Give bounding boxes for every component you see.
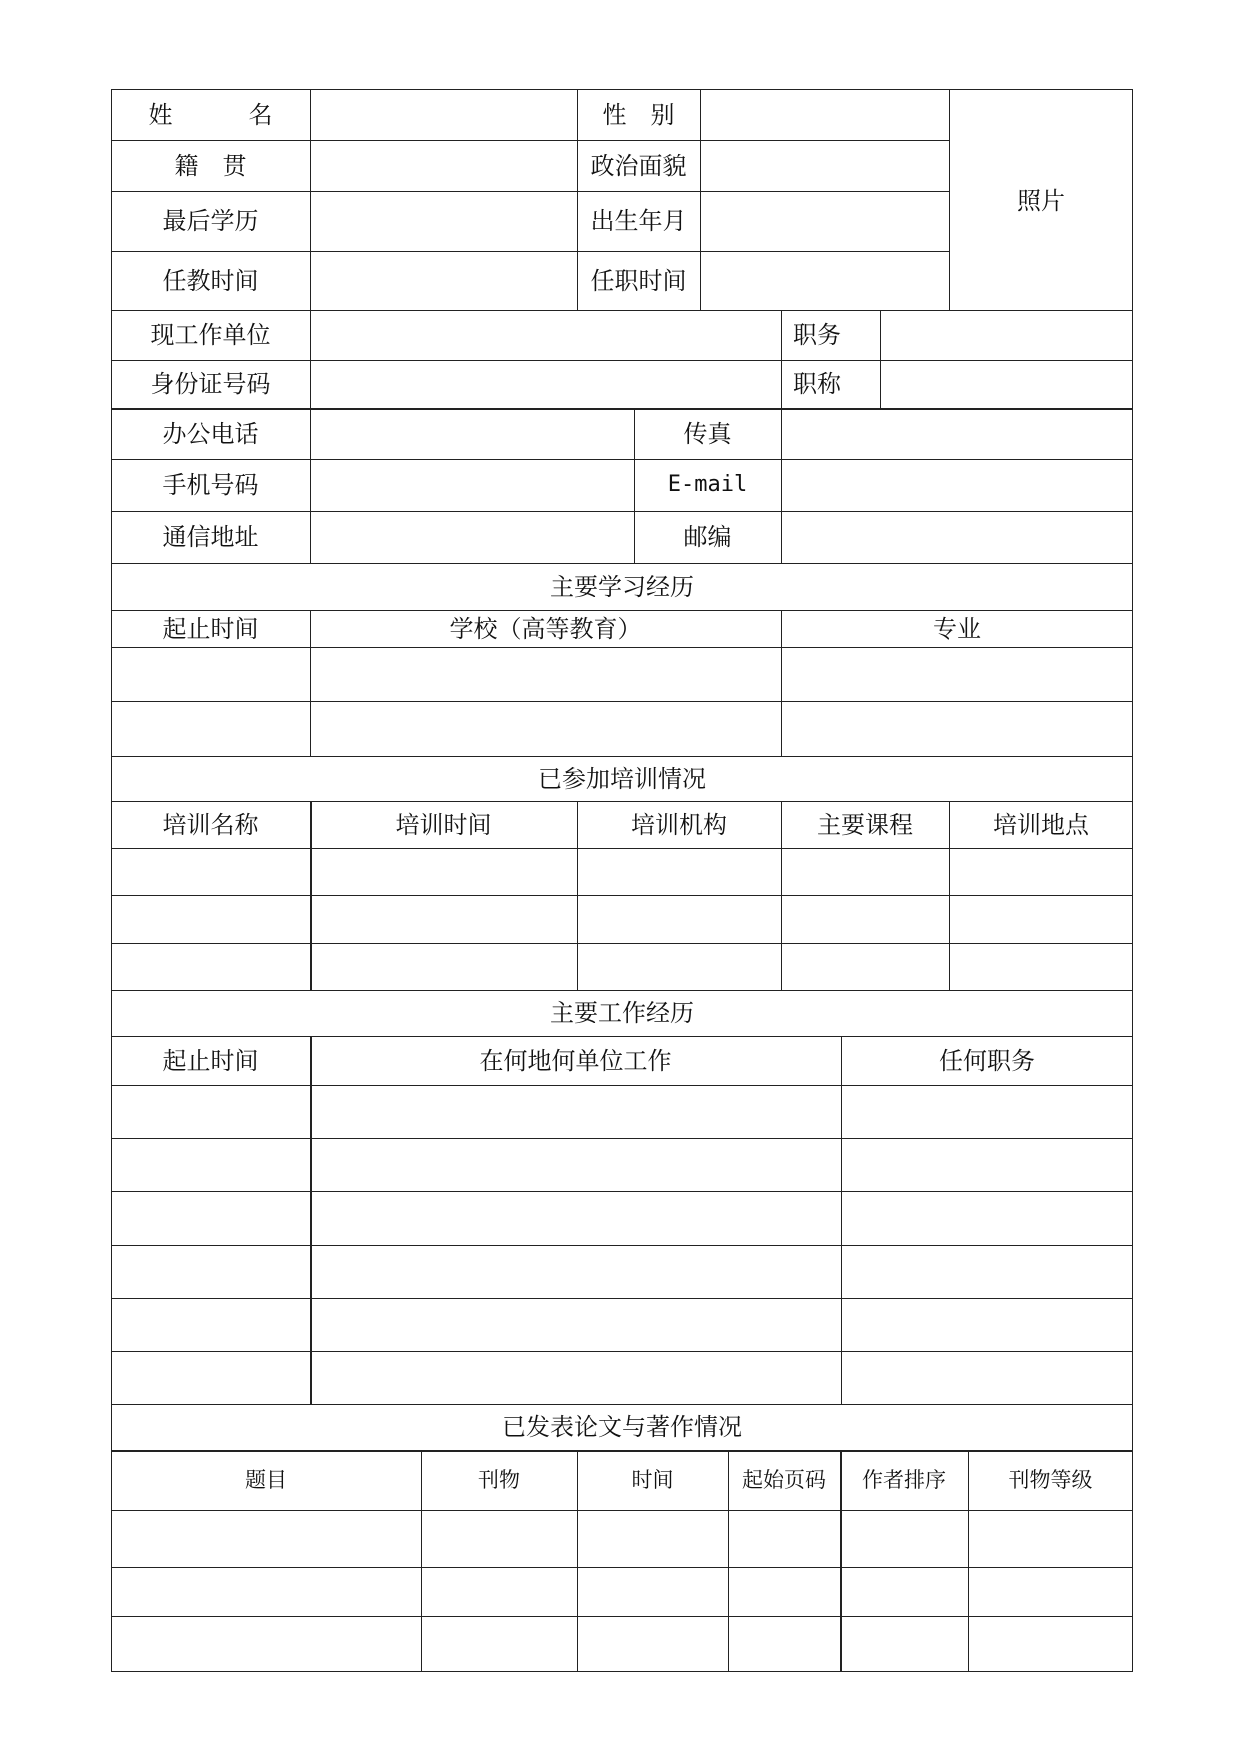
papers-row-1[interactable] <box>111 1510 1133 1567</box>
email-field[interactable] <box>782 459 1133 511</box>
name-label: 姓 名 <box>148 100 299 129</box>
papers-header-author-order: 作者排序 <box>862 1467 946 1492</box>
study-row-2[interactable] <box>111 701 1133 756</box>
work-header-unit: 在何地何单位工作 <box>479 1046 672 1075</box>
gender-label: 性 别 <box>602 100 675 129</box>
training-row-2[interactable] <box>111 895 1133 943</box>
study-header-major: 专业 <box>933 614 981 643</box>
study-section-title: 主要学习经历 <box>550 572 694 601</box>
mobile-label: 手机号码 <box>162 471 259 499</box>
office-phone-label: 办公电话 <box>162 419 259 448</box>
education-label: 最后学历 <box>162 207 259 235</box>
professional-title-label: 职称 <box>793 370 841 398</box>
papers-header-journal: 刊物 <box>478 1467 520 1492</box>
address-field[interactable] <box>311 511 634 563</box>
papers-section-title: 已发表论文与著作情况 <box>502 1413 742 1441</box>
fax-field[interactable] <box>782 408 1133 459</box>
email-label: E-mail <box>667 472 748 497</box>
training-header-courses: 主要课程 <box>817 810 913 839</box>
work-row-5[interactable] <box>111 1298 1133 1351</box>
name-field[interactable] <box>311 89 577 140</box>
teaching-time-label: 任教时间 <box>162 266 259 295</box>
work-row-4[interactable] <box>111 1245 1133 1298</box>
work-unit-field[interactable] <box>311 310 781 360</box>
work-unit-label: 现工作单位 <box>150 321 271 349</box>
study-header-school: 学校（高等教育） <box>449 614 642 643</box>
duty-label: 职务 <box>793 321 841 349</box>
education-field[interactable] <box>311 191 577 251</box>
fax-label: 传真 <box>683 419 732 448</box>
work-row-2[interactable] <box>111 1138 1133 1191</box>
work-row-1[interactable] <box>111 1085 1133 1138</box>
native-place-label: 籍 贯 <box>174 151 247 180</box>
papers-header-title: 题目 <box>245 1467 287 1492</box>
training-header-institution: 培训机构 <box>631 810 727 839</box>
work-header-position: 任何职务 <box>939 1046 1035 1075</box>
papers-header-pages: 起始页码 <box>742 1467 826 1492</box>
id-number-field[interactable] <box>311 360 781 408</box>
birth-date-field[interactable] <box>701 191 949 251</box>
political-status-field[interactable] <box>701 140 949 191</box>
training-section-title: 已参加培训情况 <box>538 764 706 793</box>
duty-field[interactable] <box>881 310 1133 360</box>
training-header-location: 培训地点 <box>993 810 1089 839</box>
study-row-1[interactable] <box>111 647 1133 701</box>
photo-box-label[interactable]: 照片 <box>1017 187 1065 215</box>
papers-row-3[interactable] <box>111 1616 1133 1671</box>
native-place-field[interactable] <box>311 140 577 191</box>
postcode-label: 邮编 <box>683 523 732 551</box>
professional-title-field[interactable] <box>881 360 1133 408</box>
work-row-6[interactable] <box>111 1351 1133 1404</box>
training-row-1[interactable] <box>111 848 1133 895</box>
training-header-name: 培训名称 <box>162 810 259 839</box>
teaching-time-field[interactable] <box>311 251 577 310</box>
study-header-period: 起止时间 <box>162 614 259 643</box>
work-row-3[interactable] <box>111 1191 1133 1245</box>
office-phone-field[interactable] <box>311 408 634 459</box>
address-label: 通信地址 <box>162 523 259 551</box>
training-row-3[interactable] <box>111 943 1133 990</box>
mobile-field[interactable] <box>311 459 634 511</box>
work-header-period: 起止时间 <box>162 1046 259 1075</box>
post-time-label: 任职时间 <box>590 266 687 295</box>
birth-date-label: 出生年月 <box>590 207 687 235</box>
papers-header-date: 时间 <box>631 1467 674 1492</box>
work-section-title: 主要工作经历 <box>550 999 694 1027</box>
gender-field[interactable] <box>701 89 949 140</box>
papers-row-2[interactable] <box>111 1567 1133 1616</box>
id-number-label: 身份证号码 <box>150 370 271 398</box>
post-time-field[interactable] <box>701 251 949 310</box>
postcode-field[interactable] <box>782 511 1133 563</box>
papers-header-journal-level: 刊物等级 <box>1008 1467 1093 1492</box>
political-status-label: 政治面貌 <box>590 151 687 180</box>
training-header-time: 培训时间 <box>395 810 492 839</box>
